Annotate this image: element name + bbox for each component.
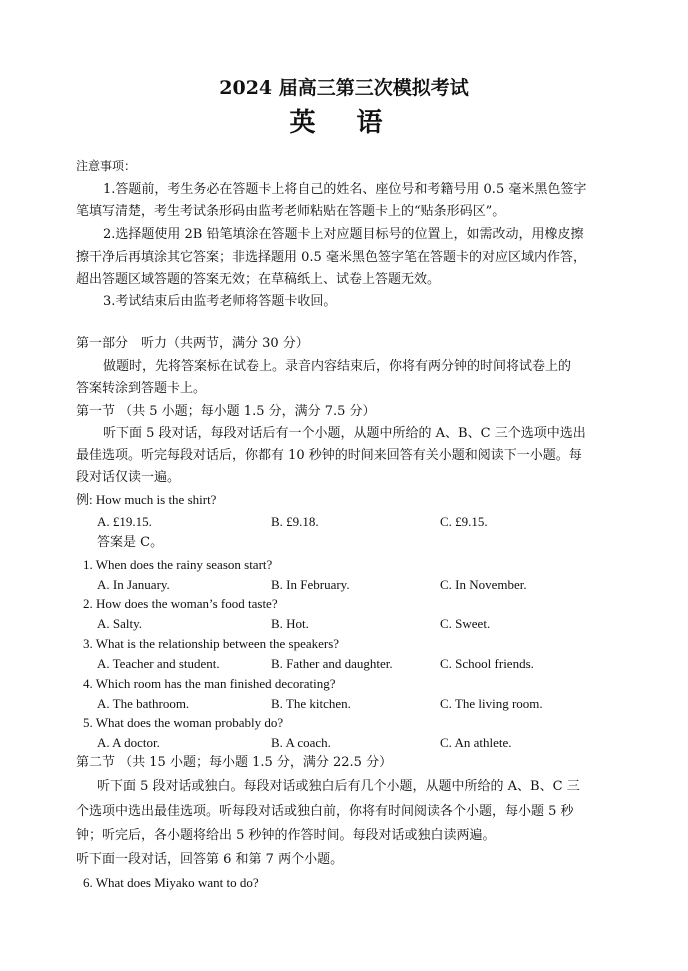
question-4-option-b: B. The kitchen.: [271, 696, 351, 711]
example-option-c: C. £9.15.: [440, 514, 488, 529]
question-3-option-a: A. Teacher and student.: [97, 656, 220, 671]
notice-item-2-line-2: 擦干净后再填涂其它答案；非选择题用 0.5 毫米黑色签字笔在答题卡的对应区域内作答，: [76, 250, 586, 265]
notice-item-1-line-1: 1.答题前，考生务必在答题卡上将自己的姓名、座位号和考籍号用 0.5 毫米黑色签字: [103, 182, 587, 197]
question-2-option-b: B. Hot.: [271, 616, 309, 631]
section2-heading: 第二节 （共 15 小题；每小题 1.5 分，满分 22.5 分）: [76, 755, 393, 770]
question-3: 3. What is the relationship between the speakers?: [83, 636, 340, 651]
example-option-b: B. £9.18.: [271, 514, 319, 529]
question-5-option-a: A. A doctor.: [97, 735, 160, 750]
question-1: 1. When does the rainy season start?: [83, 557, 273, 572]
part1-heading: 第一部分 听力（共两节，满分 30 分）: [76, 336, 309, 351]
section1-intro-line-3: 段对话仅读一遍。: [76, 470, 181, 485]
section1-heading: 第一节 （共 5 小题；每小题 1.5 分，满分 7.5 分）: [76, 404, 376, 419]
question-4: 4. Which room has the man finished decorating?: [83, 676, 336, 691]
notice-heading: 注意事项：: [76, 159, 137, 173]
question-4-option-a: A. The bathroom.: [97, 696, 190, 711]
notice-item-2-line-1: 2.选择题使用 2B 铅笔填涂在答题卡上对应题目标号的位置上，如需改动，用橡皮擦: [103, 227, 584, 242]
question-5: 5. What does the woman probably do?: [83, 715, 284, 730]
question-5-option-c: C. An athlete.: [440, 735, 512, 750]
subject-title: 英 语: [289, 108, 399, 138]
section2-intro-line-1: 听下面 5 段对话或独白。每段对话或独白后有几个小题，从题中所给的 A、B、C 三: [97, 779, 580, 794]
part1-intro-line-1: 做题时，先将答案标在试卷上。录音内容结束后，你将有两分钟的时间将试卷上的: [103, 359, 572, 374]
question-6: 6. What does Miyako want to do?: [83, 875, 259, 890]
example-answer: 答案是 C。: [97, 535, 164, 550]
question-2: 2. How does the woman’s food taste?: [83, 596, 278, 611]
part1-intro-line-2: 答案转涂到答题卡上。: [76, 381, 207, 396]
notice-item-1-line-2: 笔填写清楚，考生考试条形码由监考老师粘贴在答题卡上的“贴条形码区”。: [76, 204, 506, 219]
question-1-option-c: C. In November.: [440, 577, 527, 592]
exam-title: 2024 届高三第三次模拟考试: [219, 77, 469, 99]
question-3-option-b: B. Father and daughter.: [271, 656, 393, 671]
notice-item-3: 3.考试结束后由监考老师将答题卡收回。: [103, 294, 337, 309]
section2-intro-line-3: 钟；听完后，各小题将给出 5 秒钟的作答时间。每段对话或独白读两遍。: [76, 828, 496, 843]
dialogue-intro: 听下面一段对话，回答第 6 和第 7 两个小题。: [76, 852, 344, 867]
example-question: 例: How much is the shirt?: [76, 492, 217, 507]
question-1-option-a: A. In January.: [97, 577, 170, 592]
example-option-a: A. £19.15.: [97, 514, 152, 529]
question-1-option-b: B. In February.: [271, 577, 350, 592]
section1-intro-line-2: 最佳选项。听完每段对话后，你都有 10 秒钟的时间来回答有关小题和阅读下一小题。每: [76, 448, 582, 463]
notice-item-2-line-3: 超出答题区域答题的答案无效；在草稿纸上、试卷上答题无效。: [76, 272, 441, 287]
section1-intro-line-1: 听下面 5 段对话，每段对话后有一个小题，从题中所给的 A、B、C 三个选项中选出: [103, 426, 586, 441]
question-2-option-a: A. Salty.: [97, 616, 143, 631]
section2-intro-line-2: 个选项中选出最佳选项。听每段对话或独白前，你将有时间阅读各个小题，每小题 5 秒: [76, 804, 574, 819]
question-2-option-c: C. Sweet.: [440, 616, 491, 631]
question-3-option-c: C. School friends.: [440, 656, 534, 671]
question-4-option-c: C. The living room.: [440, 696, 543, 711]
question-5-option-b: B. A coach.: [271, 735, 331, 750]
